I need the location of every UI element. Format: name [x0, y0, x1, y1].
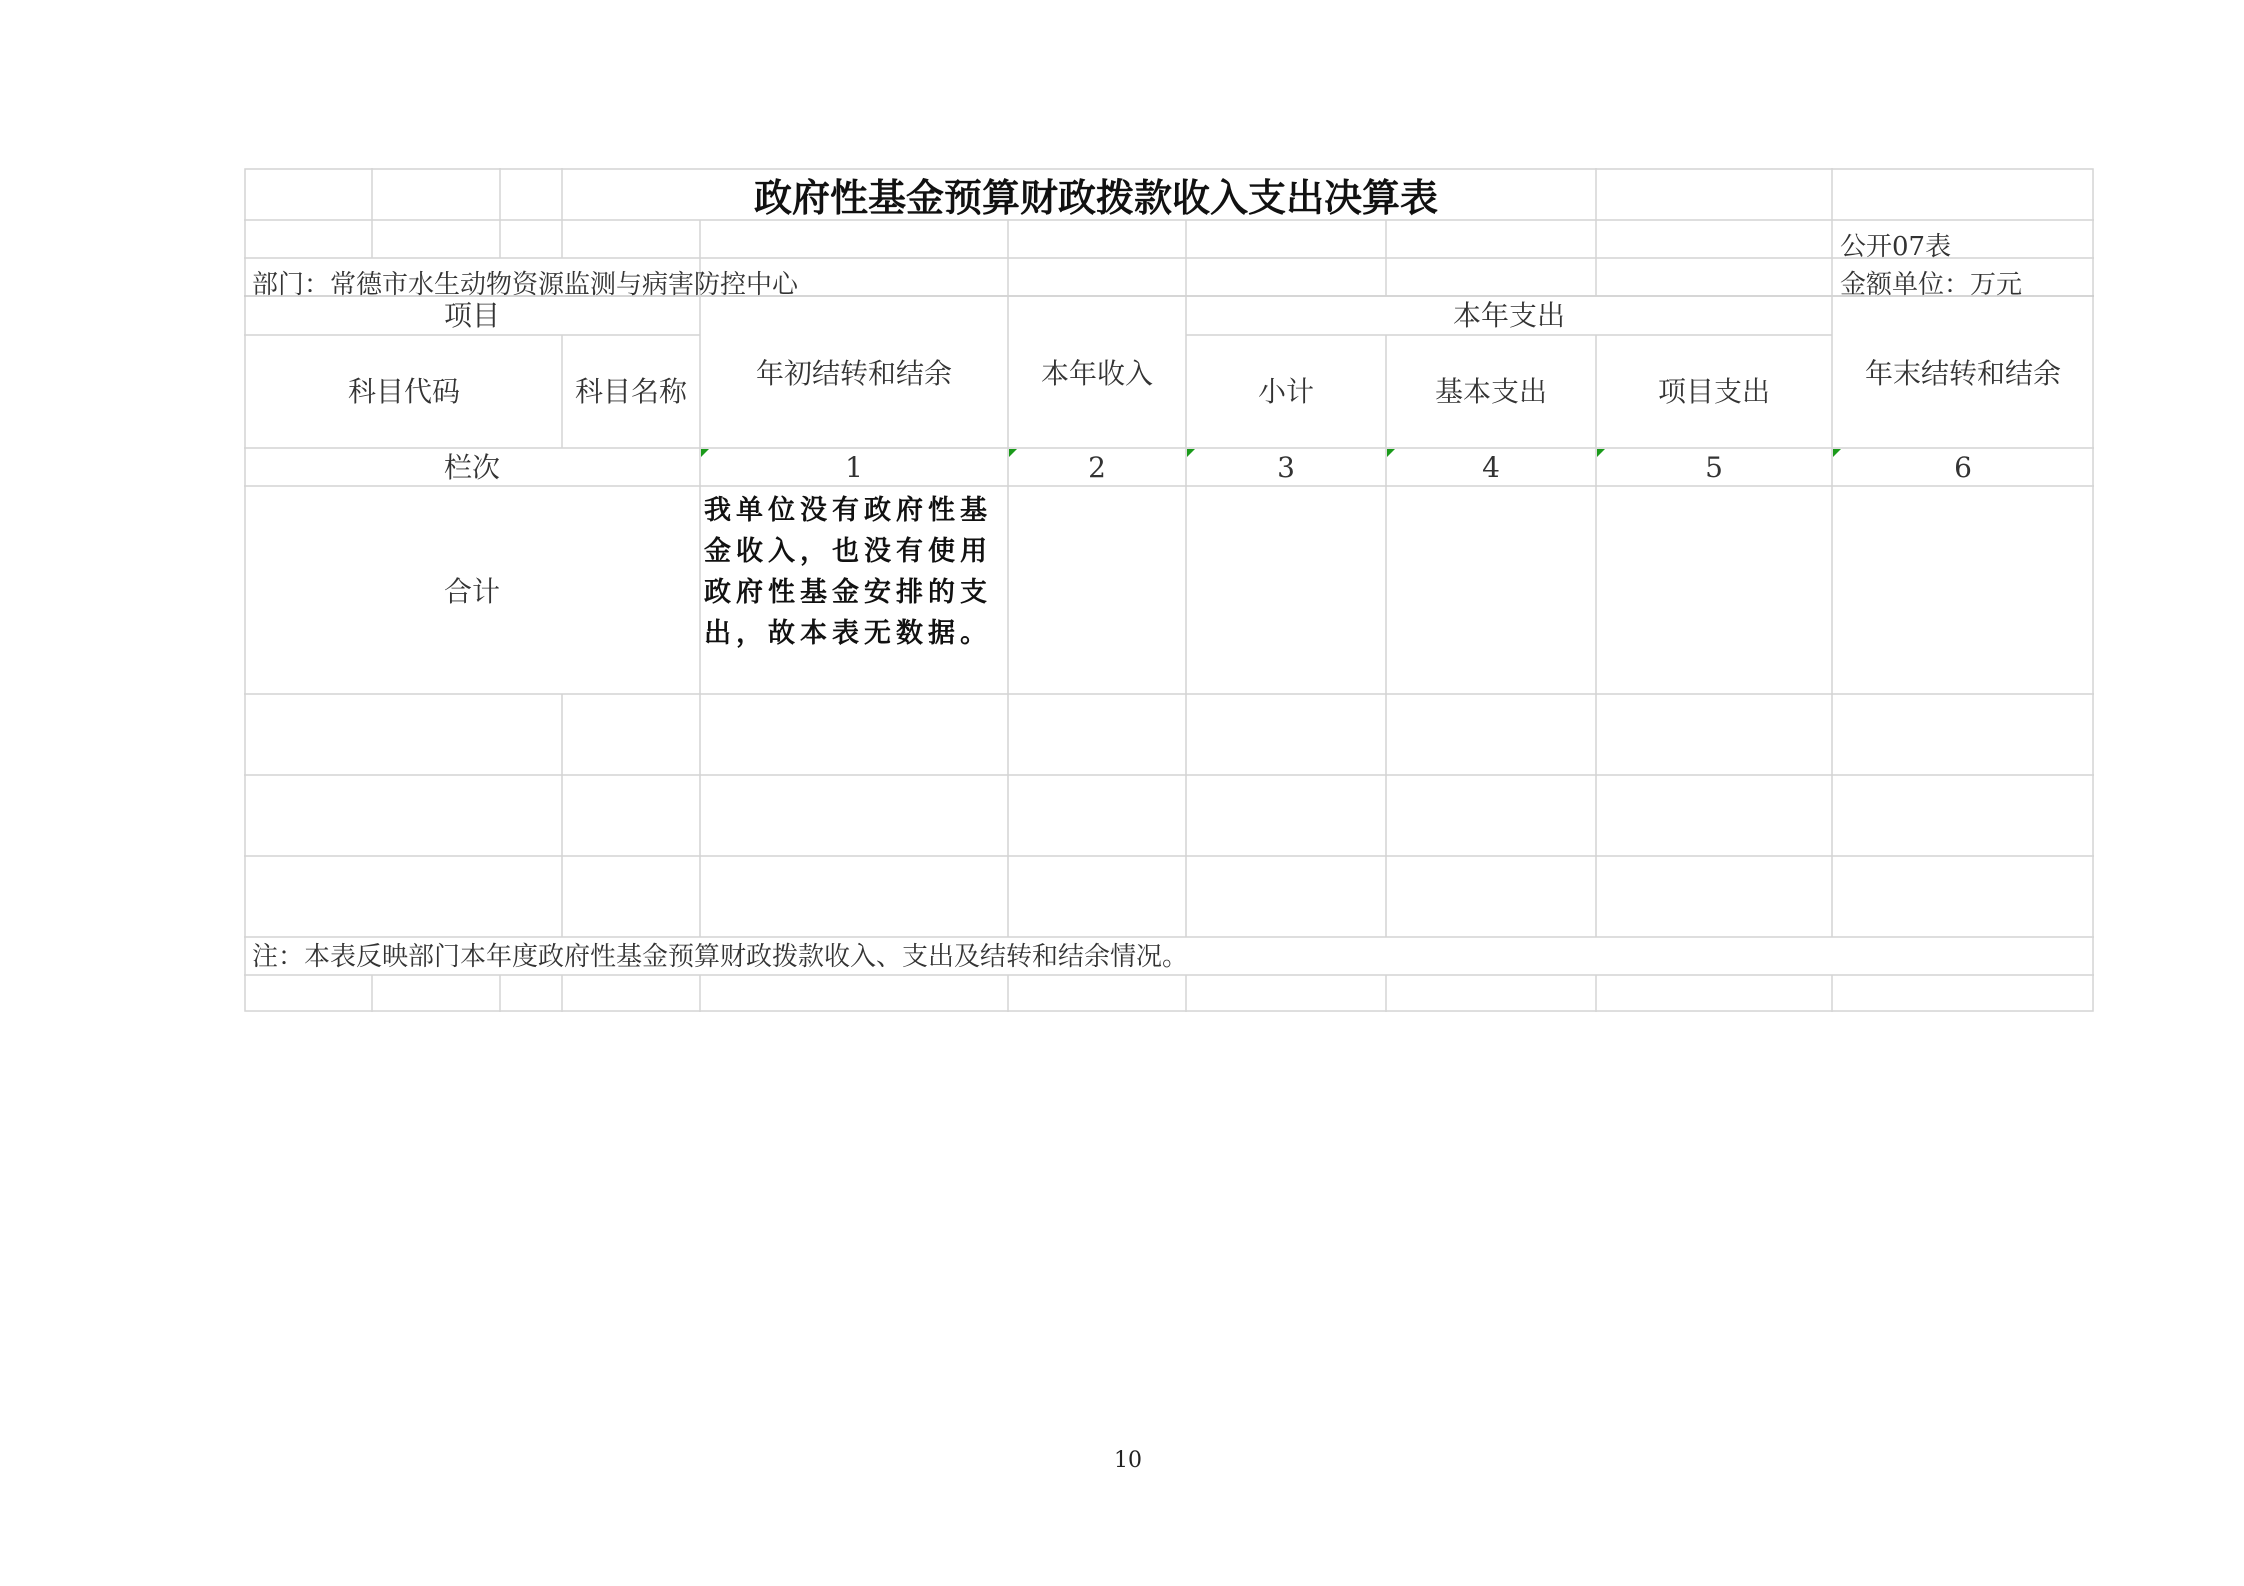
- cell-marker: [1187, 449, 1195, 457]
- column-number: 5: [1705, 451, 1723, 484]
- column-number: 4: [1482, 451, 1500, 484]
- column-number: 3: [1277, 451, 1295, 484]
- cell-marker: [701, 449, 709, 457]
- budget-table-sheet: [244, 168, 2094, 1012]
- cell-marker: [1387, 449, 1395, 457]
- column-number: 2: [1088, 451, 1106, 484]
- header-name: 科目名称: [574, 375, 688, 408]
- header-subtotal: 小计: [1257, 375, 1315, 408]
- footnote: 注：本表反映部门本年度政府性基金预算财政拨款收入、支出及结转和结余情况。: [252, 942, 1189, 972]
- unit-label: 金额单位：万元: [1840, 270, 2023, 300]
- header-code: 科目代码: [347, 375, 461, 408]
- table-code: 公开07表: [1840, 232, 1952, 262]
- no-data-message: 我单位没有政府性基金收入，也没有使用政府性基金安排的支出，故本表无数据。: [704, 495, 992, 649]
- column-number: 1: [845, 451, 863, 484]
- column-row-label: 栏次: [443, 451, 501, 484]
- cell-marker: [1009, 449, 1017, 457]
- header-project-expenditure: 项目支出: [1657, 375, 1771, 408]
- department-label: 部门：常德市水生动物资源监测与病害防控中心: [252, 270, 799, 300]
- page-title: 政府性基金预算财政拨款收入支出决算表: [753, 176, 1439, 220]
- page-number: 10: [1114, 1448, 1142, 1473]
- cell-marker: [1597, 449, 1605, 457]
- header-closing-balance: 年末结转和结余: [1864, 357, 2062, 390]
- header-current-expenditure: 本年支出: [1452, 299, 1566, 332]
- header-current-income: 本年收入: [1040, 357, 1154, 390]
- cell-marker: [1833, 449, 1841, 457]
- header-item-group: 项目: [443, 299, 501, 332]
- total-row-label: 合计: [443, 575, 501, 608]
- header-opening-balance: 年初结转和结余: [755, 357, 953, 390]
- column-number: 6: [1954, 451, 1972, 484]
- header-basic-expenditure: 基本支出: [1434, 375, 1548, 408]
